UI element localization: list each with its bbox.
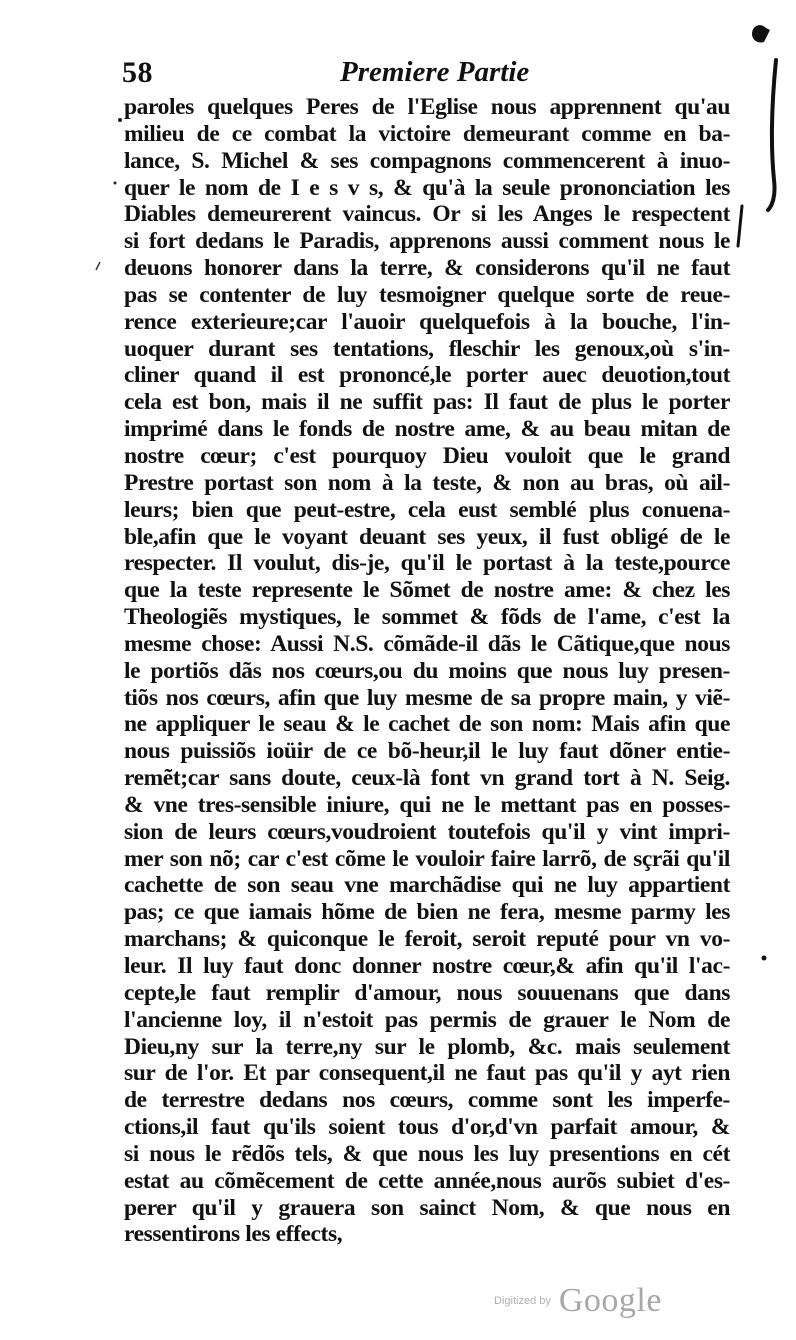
corner-ink-mark — [752, 25, 770, 42]
text-line: rence exterieure;car l'auoir quelquefois à la bouche, l'in- — [124, 308, 730, 335]
text-line: cachette de son seau vne marchãdise qui ne luy appartient — [124, 872, 730, 899]
text-line: sur de l'or. Et par consequent,il ne faut pas qu'il y ayt rien — [124, 1060, 730, 1087]
text-line: Theologiẽs mystiques, le sommet & fõds de l'ame, c'est la — [124, 604, 730, 631]
text-line: uoquer durant ses tentations, fleschir les genoux,où s'in- — [124, 335, 730, 362]
margin-dot — [118, 118, 122, 122]
text-line: quer le nom de I e s v s, & qu'à la seule prononciation les — [124, 174, 730, 201]
text-line: si nous le rẽdõs tels, & que nous les luy presentions en cét — [124, 1140, 730, 1167]
text-line: nostre cœur; c'est pourquoy Dieu vouloit que le grand — [124, 442, 730, 469]
text-line: Prestre portast son nom à la teste, & non au bras, où ail- — [124, 469, 730, 496]
text-line: deuons honorer dans la terre, & considerons qu'il ne faut — [124, 255, 730, 282]
text-line: paroles quelques Peres de l'Eglise nous apprennent qu'au — [124, 94, 730, 120]
digitized-watermark — [494, 1282, 662, 1322]
text-line: pas; ce que iamais hõme de bien ne fera, mesme parmy les — [124, 899, 730, 926]
margin-pen-stroke — [768, 60, 776, 210]
text-line: leur. Il luy faut donc donner nostre cœur,& afin qu'il l'ac- — [124, 953, 730, 979]
page-header — [122, 56, 542, 96]
body-text — [124, 94, 730, 1248]
text-line: nous puissiõs ioüir de ce bõ-heur,il le luy faut dõner entie- — [124, 738, 730, 765]
text-line: sion de leurs cœurs,voudroient toutefois qu'il y vint impri- — [124, 818, 730, 845]
text-line: mer son nõ; car c'est cõme le vouloir faire larrõ, de sçrãi qu'il — [124, 845, 730, 872]
text-line: cliner quand il est prononcé,le porter auec deuotion,tout — [124, 362, 730, 389]
text-line: cela est bon, mais il ne suffit pas: Il faut de plus le porter — [124, 389, 730, 416]
watermark-prefix: Digitized by — [494, 1295, 551, 1307]
text-line: imprimé dans le fonds de nostre ame, & au beau mitan de — [124, 416, 730, 443]
text-line: Dieu,ny sur la terre,ny sur le plomb, &c. mais seulement — [124, 1033, 730, 1060]
text-line: perer qu'il y grauera son sainct Nom, & que nous en — [124, 1194, 730, 1221]
watermark-brand: Google — [558, 1282, 662, 1319]
margin-pen-stroke — [738, 206, 742, 246]
text-line: estat au cõmẽcement de cette année,nous aurõs subiet d'es- — [124, 1167, 730, 1194]
margin-pen-stroke — [96, 262, 100, 270]
margin-dot — [114, 182, 117, 185]
text-line: respecter. Il voulut, dis-je, qu'il le portast à la teste,pource — [124, 550, 730, 577]
text-line: leurs; bien que peut-estre, cela eust semblé plus conuena- — [124, 496, 730, 523]
text-line: & vne tres-sensible iniure, qui ne le mettant pas en posses- — [124, 791, 730, 818]
text-line: milieu de ce combat la victoire demeurant comme en ba- — [124, 120, 730, 147]
text-line: l'ancienne loy, il n'estoit pas permis de grauer le Nom de — [124, 1006, 730, 1033]
text-line: mesme chose: Aussi N.S. cõmãde-il dãs le Cãtique,que nous — [124, 630, 730, 657]
text-line: que la teste represente le Sõmet de nostre ame: & chez les — [124, 577, 730, 604]
text-line: pas se contenter de luy tesmoigner quelque sorte de reue- — [124, 281, 730, 308]
text-line: ctions,il faut qu'ils soient tous d'or,d'vn parfait amour, & — [124, 1114, 730, 1141]
text-line: le portiõs dãs nos cœurs,ou du moins que nous luy presen- — [124, 657, 730, 684]
text-line: ble,afin que le voyant deuant ses yeux, il fust obligé de le — [124, 523, 730, 550]
text-line: lance, S. Michel & ses compagnons commencerent à inuo- — [124, 147, 730, 174]
text-line: Diables demeurerent vaincus. Or si les Anges le respectent — [124, 201, 730, 228]
text-line: de terrestre dedans nos cœurs, comme sont les imperfe- — [124, 1087, 730, 1114]
page-number: 58 — [122, 56, 153, 89]
running-head: Premiere Partie — [340, 56, 530, 88]
text-line: tiõs nos cœurs, afin que luy mesme de sa propre main, y viẽ- — [124, 684, 730, 711]
text-line: marchans; & quiconque le feroit, seroit reputé pour vn vo- — [124, 926, 730, 953]
text-line: ressentirons les effects, — [124, 1221, 343, 1248]
text-line: cepte,le faut remplir d'amour, nous souuenans que dans — [124, 979, 730, 1006]
margin-dot — [762, 956, 767, 961]
text-line: ne appliquer le seau & le cachet de son nom: Mais afin que — [124, 711, 730, 738]
text-line: remẽt;car sans doute, ceux-là font vn grand tort à N. Seig. — [124, 765, 730, 792]
text-line: si fort dedans le Paradis, apprenons aussi comment nous le — [124, 228, 730, 255]
